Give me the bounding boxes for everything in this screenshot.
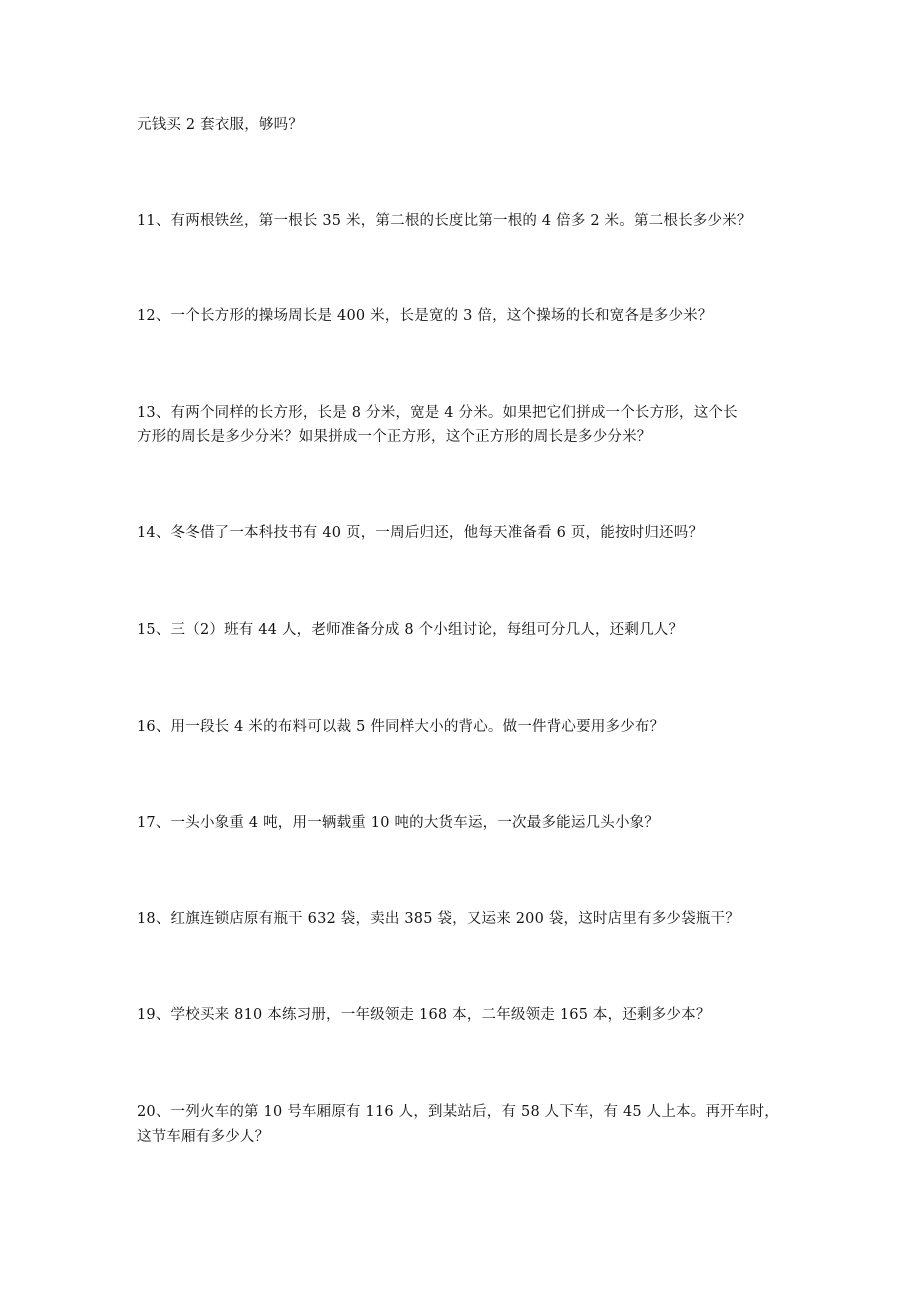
problem-20-line-1: 20、一列火车的第 10 号车厢原有 116 人，到某站后，有 58 人下车，有 45 人上本。再开车时， [137,1104,779,1120]
problem-17: 17、一头小象重 4 吨，用一辆载重 10 吨的大货车运，一次最多能运几头小象？ [137,815,660,831]
problem-15: 15、三（2）班有 44 人，老师准备分成 8 个小组讨论，每组可分几人，还剩几人？ [137,622,684,638]
problem-12: 12、一个长方形的操场周长是 400 米，长是宽的 3 倍，这个操场的长和宽各是多少米？ [137,308,713,324]
problem-13-line-1: 13、有两个同样的长方形，长是 8 分米，宽是 4 分米。如果把它们拼成一个长方形，这个长 [137,405,738,421]
problem-13-line-2: 方形的周长是多少分米？如果拼成一个正方形，这个正方形的周长是多少分米？ [137,429,652,445]
problem-10-continuation: 元钱买 2 套衣服，够吗？ [137,117,304,133]
problem-18: 18、红旗连锁店原有瓶干 632 袋，卖出 385 袋，又运来 200 袋，这时店里有多少袋瓶干？ [137,911,740,927]
problem-20-line-2: 这节车厢有多少人？ [137,1129,270,1145]
problem-11: 11、有两根铁丝，第一根长 35 米，第二根的长度比第一根的 4 倍多 2 米。第二根长多少米？ [137,213,752,229]
problem-14: 14、冬冬借了一本科技书有 40 页，一周后归还，他每天准备看 6 页，能按时归还吗？ [137,525,704,541]
problem-16: 16、用一段长 4 米的布料可以裁 5 件同样大小的背心。做一件背心要用多少布？ [137,719,665,735]
problem-19: 19、学校买来 810 本练习册，一年级领走 168 本，二年级领走 165 本，还剩多少本？ [137,1007,711,1023]
